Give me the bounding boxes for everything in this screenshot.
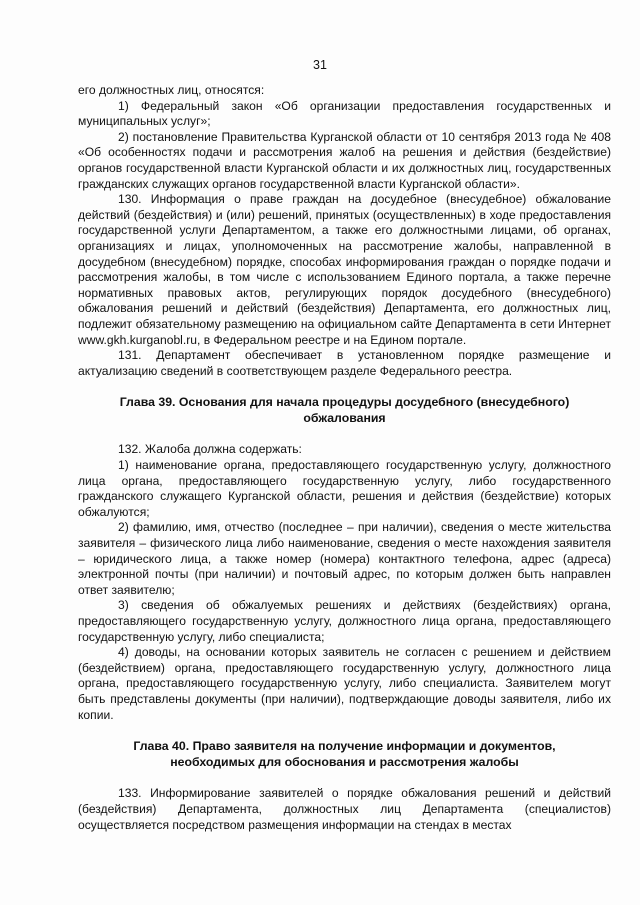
- list-item-resolution: 2) постановление Правительства Курганской области от 10 сентября 2013 года № 408 «Об особенностях подачи и рассмотрения жалоб на решения и действия (бездействие) органов государственной власти Курганской области и их должностных лиц, государственных гражданских служащих органов государственной власти Курганской области».: [78, 129, 611, 191]
- paragraph-continuation: его должностных лиц, относятся:: [78, 83, 265, 97]
- chapter-39-title-line1: Глава 39. Основания для начала процедуры досудебного (внесудебного): [119, 395, 570, 410]
- chapter-40-title-line2: необходимых для обоснования и рассмотрения жалобы: [170, 754, 519, 769]
- paragraph-131: 131. Департамент обеспечивает в установленном порядке размещение и актуализацию сведений в соответствующем разделе Федерального реестра.: [78, 348, 611, 378]
- paragraph-133: 133. Информирование заявителей о порядке обжалования решений и действий (бездействия) Департамента, должностных лиц Департамента (специалистов) осуществляется посредством размещения информации на стендах в местах: [78, 786, 611, 832]
- list-item-3: 3) сведения об обжалуемых решениях и действиях (бездействиях) органа, предоставляющего государственную услугу, должностного лица органа, предоставляющего государственную услугу, либо специалиста;: [78, 598, 611, 644]
- list-item-federal-law: 1) Федеральный закон «Об организации предоставления государственных и муниципальных услуг»;: [78, 98, 611, 129]
- chapter-40-heading: [78, 739, 611, 770]
- list-item-2: 2) фамилию, имя, отчество (последнее – при наличии), сведения о месте жительства заявителя – физического лица либо наименование, сведения о месте нахождения заявителя – юридического лица, а также номер (номера) контактного телефона, адрес (адреса) электронной почты (при наличии) и почтовый адрес, по которым должен быть направлен ответ заявителю;: [78, 520, 611, 597]
- list-item-4: 4) доводы, на основании которых заявитель не согласен с решением и действием (бездействием) органа, предоставляющего государственную услугу, должностного лица органа, предоставляющего государственную услугу, либо специалиста. Заявителем могут быть представлены документы (при наличии), подтверждающие доводы заявителя, либо их копии.: [78, 645, 611, 722]
- paragraph-132: 132. Жалоба должна содержать:: [118, 442, 302, 457]
- chapter-40-title-line1: Глава 40. Право заявителя на получение информации и документов,: [133, 739, 556, 754]
- list-item-1: 1) наименование органа, предоставляющего государственную услугу, должностного лица органа, предоставляющего государственную услугу, либо государственного гражданского служащего Курганской области, решения и действия (бездействие) которых обжалуются;: [78, 458, 611, 519]
- page-number: 31: [313, 58, 327, 72]
- chapter-39-heading: [78, 395, 611, 426]
- document-body: [78, 83, 611, 833]
- paragraph-130: 130. Информация о праве граждан на досудебное (внесудебное) обжалование действий (бездействия) и (или) решений, принятых (осуществленных) в ходе предоставления государственной услуги Департаментом, а также его должностными лицами, об органах, организациях и лицах, уполномоченных на рассмотрение жалобы, направленной в досудебном (внесудебном) порядке, способах информирования граждан о порядке подачи и рассмотрения жалобы, в том числе с использованием Единого портала, а также перечне нормативных правовых актов, регулирующих порядок досудебного (внесудебного) обжалования решений и действий (бездействия) Департамента, его должностных лиц, подлежит обязательному размещению на официальном сайте Департамента в сети Интернет www.gkh.kurganobl.ru, в Федеральном реестре и на Едином портале.: [78, 192, 611, 347]
- chapter-39-title-line2: обжалования: [303, 410, 386, 425]
